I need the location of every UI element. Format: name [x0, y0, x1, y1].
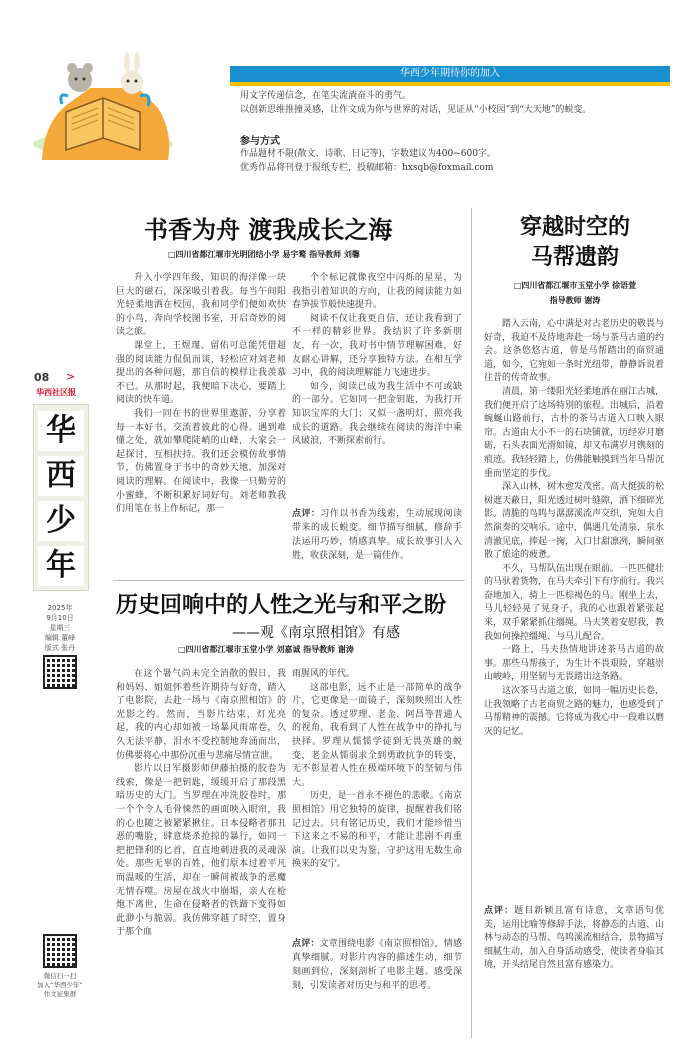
qr-caption — [28, 972, 92, 999]
page-number: 08 — [34, 371, 50, 384]
masthead-char: 西 — [38, 456, 84, 496]
paragraph: 课堂上，王煜瑾、留佑可总能凭借超强的阅读能力侃侃而谈，轻松应对刘老师提出的各种问题，那自信的模样让我羡慕不已。从那时起，我便暗下决心，要踏上阅读的快车道。 — [116, 340, 286, 406]
article-byline: □四川省都江堰市玉堂小学 刘嘉诚 指导教师 谢涛 — [178, 645, 354, 654]
banner-title: 华西少年期待你的加入 — [230, 66, 670, 82]
paragraph: 阅读不仅让我更自信，还让我看到了不一样的精彩世界。我结识了许多新朋友，有一次，我对书中情节理解困难，好友耐心讲解，还分享独特方法。在相互学习中，我的阅读理解能力飞速进步。 — [292, 313, 462, 379]
divider — [113, 580, 465, 581]
paragraph: 深入山林，树木愈发茂密。高大挺拔的松树遮天蔽日，阳光透过树叶缝隙，洒下细碎光影。清脆的鸟鸣与潺潺溪流声交织，宛如大自然演奏的交响乐。途中，偶遇几处清泉，泉水清澈见底，捧起一掬，入口甘甜凛冽，瞬间驱散了旅途的疲惫。 — [484, 482, 665, 561]
header-illustration — [28, 52, 178, 160]
article-column — [116, 272, 286, 517]
chevron-right-icon: > — [66, 370, 76, 383]
paragraph: 清晨，第一缕阳光轻柔地洒在丽江古城，我们便开启了这场特别的旅程。出城后，沿着蜿蜒山路前行，古朴的茶马古道入口映入眼帘。古道由大小不一的石块铺就，历经岁月磨砺，石头表面光滑如镜，却又布满岁月镌刻的痕迹。我轻轻踏上，仿佛能触摸到当年马帮沉重而坚定的步伐。 — [484, 386, 665, 479]
column-divider — [471, 208, 472, 1038]
paragraph: 这部电影，远不止是一部简单的战争片，它更像是一面镜子，深刻映照出人性的复杂。透过罗理、老金、阿昌等普通人的视角，我看到了人性在战争中的挣扎与抉择。罗理从懦懦学徒到无畏英雄的蜕变，老金从懦弱求全到勇敢抗争的转变，无不彰显着人性在极端环境下的坚韧与伟大。 — [292, 682, 462, 788]
masthead — [33, 404, 89, 591]
article-subtitle: ——观《南京照相馆》有感 — [232, 625, 400, 641]
how-to-line: 优秀作品将刊登于报纸专栏，投稿邮箱：hxsqb@foxmail.com — [240, 163, 494, 173]
paragraph: 个个标记就像夜空中闪烁的星星，为我指引着知识的方向，让我的阅读能力如春笋拔节般快速提升。 — [292, 273, 462, 311]
section-name: 华西社区报 — [36, 388, 76, 397]
how-to-text — [240, 147, 680, 175]
intro-line: 以创新思维推撞灵感，让作文成为你与世界的对话，见证从“小校园”到“大天地”的蜕变。 — [240, 105, 592, 115]
comment-text: 习作以书香为线索，生动展现阅读带来的成长蜕变。细节描写细腻，修辞手法运用巧妙，情感真挚。成长故事引人入胜，收获深刻，是一篇佳作。 — [292, 509, 462, 561]
designer: 版式 张丹 — [44, 644, 76, 652]
article-column — [484, 318, 664, 739]
masthead-char: 华 — [38, 411, 84, 451]
comment-text: 题目新颖且富有诗意，文章语句优美，运用比喻等修辞手法，将静态的古道、山林与动态的马帮、鸟鸣溪流相结合，景物描写细腻生动，加入自身活动感受，使读者身临其境，开头结尾自然且富有感染力。 — [484, 906, 665, 971]
article-title: 书香为舟 渡我成长之海 — [144, 216, 393, 244]
article-title: 历史回响中的人性之光与和平之盼 — [116, 593, 447, 618]
qr-caption-line: 作文征集群 — [43, 990, 77, 998]
comment-label: 点评： — [292, 509, 321, 519]
intro-line: 用文字传递信念，在笔尖流淌奋斗的勇气。 — [240, 91, 412, 101]
comment-text: 文章围绕电影《南京照相馆》，情感真挚细腻。对影片内容的描述生动，细节刻画到位，深刻剖析了电影主题。感受深刻，引发读者对历史与和平的思考。 — [292, 939, 462, 991]
paragraph: 升入小学四年级，知识的海洋像一块巨大的磁石，深深吸引着我。每当午间阳光轻柔地洒在校园，我和同学们便如欢快的小鸟，奔向学校图书室，开启奇妙的阅读之旅。 — [116, 273, 286, 338]
paragraph: 一路上，马夫热情地讲述茶马古道的故事。那些马帮孩子，为生计不畏艰险，穿越崇山峻岭，用坚韧与无畏踏出这条路。 — [484, 645, 665, 683]
issue-weekday: 星期三 — [49, 624, 71, 632]
qr-code-icon[interactable] — [43, 655, 77, 689]
paragraph: 历史，是一首永不褪色的悲歌。《南京照相馆》用它独特的旋律，提醒着我们铭记过去。只有铭记历史，我们才能珍惜当下这来之不易的和平，才能让悲剧不再重演。让我们以史为鉴，守护这用无数生命换来的安宁。 — [292, 791, 462, 870]
paragraph: 我们一同在书的世界里遨游，分享着每一本好书，交流着彼此的心得。遇到难懂之处，就如攀爬陡峭的山峰，大家会一起探讨，互相扶持。我们还会模仿故事情节，仿佛置身于书中的奇妙天地，加深对阅读的理解。在阅读中，我像一只勤劳的小蜜蜂，不断积累好词好句。刘老师教我们用笔在书上作标记，那一 — [116, 408, 286, 515]
how-to-line: 作品题材不限(散文、诗歌、日记等)，字数建议为400~600字。 — [240, 149, 496, 159]
article-column — [292, 272, 462, 449]
paragraph: 踏入云南，心中满是对古老历史的敬畏与好奇，我迫不及待地奔赴一场与茶马古道的约会。这条悠悠古道，曾是马帮踏出的商贸通道，如今，它宛如一条时光纽带，静静诉说着往昔的传奇故事。 — [484, 319, 665, 384]
paragraph: 这次茶马古道之旅，如同一幅历史长卷，让我领略了古老商贸之路的魅力，也感受到了马帮精神的震撼。它将成为我心中一段难以磨灭的记忆。 — [484, 686, 665, 737]
issue-date: 9月10日 — [46, 614, 74, 622]
issue-year: 2025年 — [47, 604, 73, 612]
comment-label: 点评： — [292, 939, 320, 949]
article-column — [116, 668, 286, 940]
article-comment — [292, 507, 462, 563]
article-title-line: 穿越时空的 — [519, 215, 630, 240]
article-byline: 指导教师 谢涛 — [549, 296, 601, 305]
how-to-title: 参与方式 — [240, 136, 280, 147]
article-title-line: 马帮遗韵 — [530, 245, 619, 270]
article-byline: □四川省都江堰市光明团结小学 易宇鹜 指导教师 刘馨 — [168, 250, 360, 259]
masthead-char: 少 — [38, 501, 84, 541]
article-comment — [484, 905, 664, 973]
intro-text — [240, 89, 680, 117]
banner-accent-bar — [230, 82, 670, 86]
paragraph: 在这个暑气尚未完全消散的假日，我和妈妈、姐姐怀着些许期待与好奇，踏入了电影院，去赴一场与《南京照相馆》的光影之约。然而，当影片结束，灯光亮起，我的内心却如被一场暴风雨席卷，久久无法平静，泪水不受控制地奔涌而出，仿佛要将心中那份沉重与悲痛尽情宣泄。 — [116, 669, 286, 761]
qr-caption-line: 加入“华西少年” — [37, 981, 83, 989]
paragraph: 雨腥风的年代。 — [292, 669, 356, 679]
paragraph: 影片以日军摄影师伊藤拍摄的胶卷为线索，像是一把钥匙，缓缓开启了那段黑暗历史的大门。当罗理在冲洗胶卷时，那一个个令人毛骨悚然的画面映入眼帘，我的心也随之被紧紧揪住。日本侵略者那丑恶的嘴脸，肆意烧杀抢掠的暴行，如同一把把锋利的匕首，直直地刺进我的灵魂深处。那些无辜的百姓，他们原本过着平凡而温暖的生活，却在一瞬间被战争的恶魔无情吞噬。房屋在战火中崩塌，亲人在枪炮下离世，生命在侵略者的铁蹄下变得如此渺小与脆弱。我仿佛穿越了时空，置身于那个血 — [116, 764, 286, 938]
article-comment — [292, 937, 462, 993]
paragraph: 如今，阅读已成为我生活中不可或缺的一部分。它如同一把金钥匙，为我打开知识宝库的大门；又似一盏明灯，照亮我成长的道路。我会继续在阅读的海洋中乘风破浪，不断探索前行。 — [292, 381, 462, 447]
masthead-char: 年 — [38, 546, 84, 586]
paragraph: 不久，马帮队伍出现在眼前。一匹匹健壮的马驮着货物，在马夫牵引下有序前行。我兴奋地加入，骑上一匹棕褐色的马。刚坐上去，马儿轻轻晃了晃身子，我的心也跟着紧张起来，双手紧紧抓住缰绳。马夫笑着安慰我，教我如何操控缰绳、与马儿配合。 — [484, 563, 665, 642]
article-byline: □四川省都江堰市玉堂小学 徐语萱 — [513, 281, 637, 290]
article-column — [292, 668, 462, 872]
qr-code-icon[interactable] — [43, 934, 77, 968]
qr-caption-line: 微信扫一扫 — [43, 972, 77, 980]
editor: 编辑 董峰 — [44, 634, 76, 642]
issue-meta — [32, 603, 88, 653]
comment-label: 点评： — [484, 906, 515, 916]
